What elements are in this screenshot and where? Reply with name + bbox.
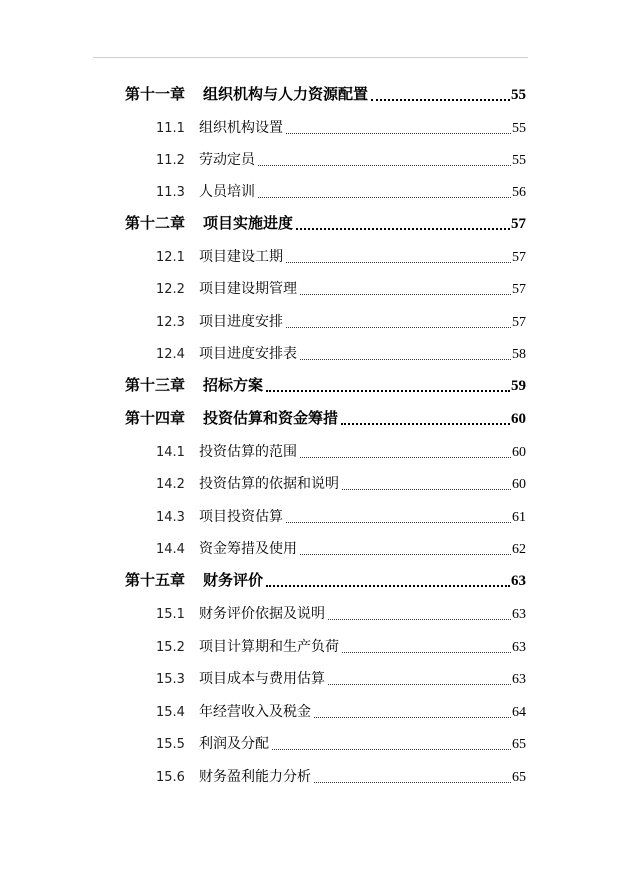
toc-section-15-5[interactable] [156, 733, 526, 753]
toc-page-number: 59 [511, 378, 526, 394]
toc-number: 14.1 [156, 445, 185, 460]
toc-number: 15.1 [156, 607, 185, 622]
toc-title: 项目进度安排 [199, 314, 283, 330]
toc-title: 投资估算和资金筹措 [203, 409, 339, 427]
toc-leader-dots [314, 781, 511, 783]
toc-title: 投资估算的依据和说明 [199, 476, 339, 492]
toc-leader-dots [286, 132, 511, 134]
toc-leader-dots [266, 584, 510, 587]
toc-number: 12.3 [156, 315, 185, 330]
toc-title: 项目实施进度 [203, 214, 294, 232]
toc-title: 财务评价 [203, 571, 264, 589]
toc-title: 人员培训 [199, 184, 255, 200]
toc-number: 第十四章 [125, 409, 186, 427]
toc-number: 14.2 [156, 477, 185, 492]
toc-page-number: 57 [511, 216, 526, 232]
toc-title: 组织机构设置 [199, 120, 283, 136]
toc-number: 15.6 [156, 770, 185, 785]
toc-title: 年经营收入及税金 [199, 704, 311, 720]
toc-chapter-12[interactable] [125, 212, 526, 233]
toc-page-number: 61 [512, 510, 526, 525]
toc-title: 项目建设期管理 [199, 281, 297, 297]
toc-leader-dots [342, 488, 511, 490]
toc-page-number: 55 [512, 121, 526, 136]
toc-leader-dots [341, 422, 510, 425]
toc-number: 11.3 [156, 185, 185, 200]
toc-leader-dots [258, 164, 511, 166]
toc-number: 15.3 [156, 672, 185, 687]
toc-page-number: 57 [512, 315, 526, 330]
toc-title: 项目进度安排表 [199, 346, 297, 362]
toc-title: 投资估算的范围 [199, 444, 297, 460]
toc-leader-dots [266, 389, 510, 392]
toc-number: 11.1 [156, 121, 185, 136]
toc-section-11-3[interactable] [156, 181, 526, 201]
toc-section-12-4[interactable] [156, 343, 526, 363]
toc-page-number: 58 [512, 347, 526, 362]
toc-leader-dots [328, 618, 511, 620]
toc-leader-dots [371, 98, 510, 101]
toc-title: 资金筹措及使用 [199, 541, 297, 557]
toc-page-number: 55 [511, 87, 526, 103]
toc-leader-dots [296, 227, 510, 230]
toc-page-number: 64 [512, 705, 526, 720]
toc-page-number: 60 [511, 411, 526, 427]
toc-page-number: 65 [512, 770, 526, 785]
toc-section-14-3[interactable] [156, 506, 526, 526]
toc-title: 利润及分配 [199, 736, 269, 752]
toc-section-12-2[interactable] [156, 278, 526, 298]
toc-chapter-11[interactable] [125, 83, 526, 104]
toc-chapter-13[interactable] [125, 374, 526, 395]
toc-page-number: 56 [512, 185, 526, 200]
toc-section-12-3[interactable] [156, 311, 526, 331]
toc-page-number: 57 [512, 250, 526, 265]
toc-number: 第十一章 [125, 85, 186, 103]
toc-number: 14.3 [156, 510, 185, 525]
toc-title: 组织机构与人力资源配置 [203, 85, 369, 103]
toc-section-11-2[interactable] [156, 149, 526, 169]
toc-chapter-15[interactable] [125, 569, 526, 590]
toc-section-12-1[interactable] [156, 246, 526, 266]
toc-section-14-1[interactable] [156, 441, 526, 461]
toc-page-number: 63 [512, 607, 526, 622]
toc-page-number: 60 [512, 445, 526, 460]
toc-leader-dots [300, 456, 511, 458]
toc-number: 12.1 [156, 250, 185, 265]
toc-page-number: 55 [512, 153, 526, 168]
toc-title: 劳动定员 [199, 152, 255, 168]
toc-section-14-4[interactable] [156, 538, 526, 558]
toc-title: 项目建设工期 [199, 249, 283, 265]
toc-number: 12.2 [156, 282, 185, 297]
toc-title: 财务评价依据及说明 [199, 606, 325, 622]
toc-leader-dots [272, 748, 511, 750]
toc-section-15-4[interactable] [156, 701, 526, 721]
toc-leader-dots [328, 683, 511, 685]
toc-page-number: 63 [512, 640, 526, 655]
toc-number: 第十二章 [125, 214, 186, 232]
toc-number: 11.2 [156, 153, 185, 168]
toc-page-number: 57 [512, 282, 526, 297]
header-rule [93, 57, 528, 58]
toc-leader-dots [300, 553, 511, 555]
toc-title: 项目成本与费用估算 [199, 671, 325, 687]
toc-number: 第十三章 [125, 376, 186, 394]
toc-title: 财务盈利能力分析 [199, 769, 311, 785]
toc-number: 15.5 [156, 737, 185, 752]
toc-leader-dots [314, 716, 511, 718]
toc-section-15-6[interactable] [156, 766, 526, 786]
toc-number: 第十五章 [125, 571, 186, 589]
toc-title: 项目计算期和生产负荷 [199, 639, 339, 655]
toc-title: 招标方案 [203, 376, 264, 394]
toc-leader-dots [300, 293, 511, 295]
toc-section-15-1[interactable] [156, 603, 526, 623]
toc-leader-dots [286, 521, 511, 523]
toc-number: 15.4 [156, 705, 185, 720]
toc-leader-dots [342, 651, 511, 653]
toc-page-number: 62 [512, 542, 526, 557]
toc-chapter-14[interactable] [125, 407, 526, 428]
toc-number: 15.2 [156, 640, 185, 655]
toc-section-15-3[interactable] [156, 668, 526, 688]
toc-leader-dots [286, 326, 511, 328]
toc-leader-dots [300, 358, 511, 360]
toc-leader-dots [286, 261, 511, 263]
toc-leader-dots [258, 196, 511, 198]
toc-section-14-2[interactable] [156, 473, 526, 493]
toc-section-11-1[interactable] [156, 117, 526, 137]
toc-title: 项目投资估算 [199, 509, 283, 525]
toc-page-number: 63 [511, 573, 526, 589]
toc-page-number: 65 [512, 737, 526, 752]
toc-page-number: 63 [512, 672, 526, 687]
toc-number: 12.4 [156, 347, 185, 362]
toc-section-15-2[interactable] [156, 636, 526, 656]
toc-number: 14.4 [156, 542, 185, 557]
toc-page-number: 60 [512, 477, 526, 492]
